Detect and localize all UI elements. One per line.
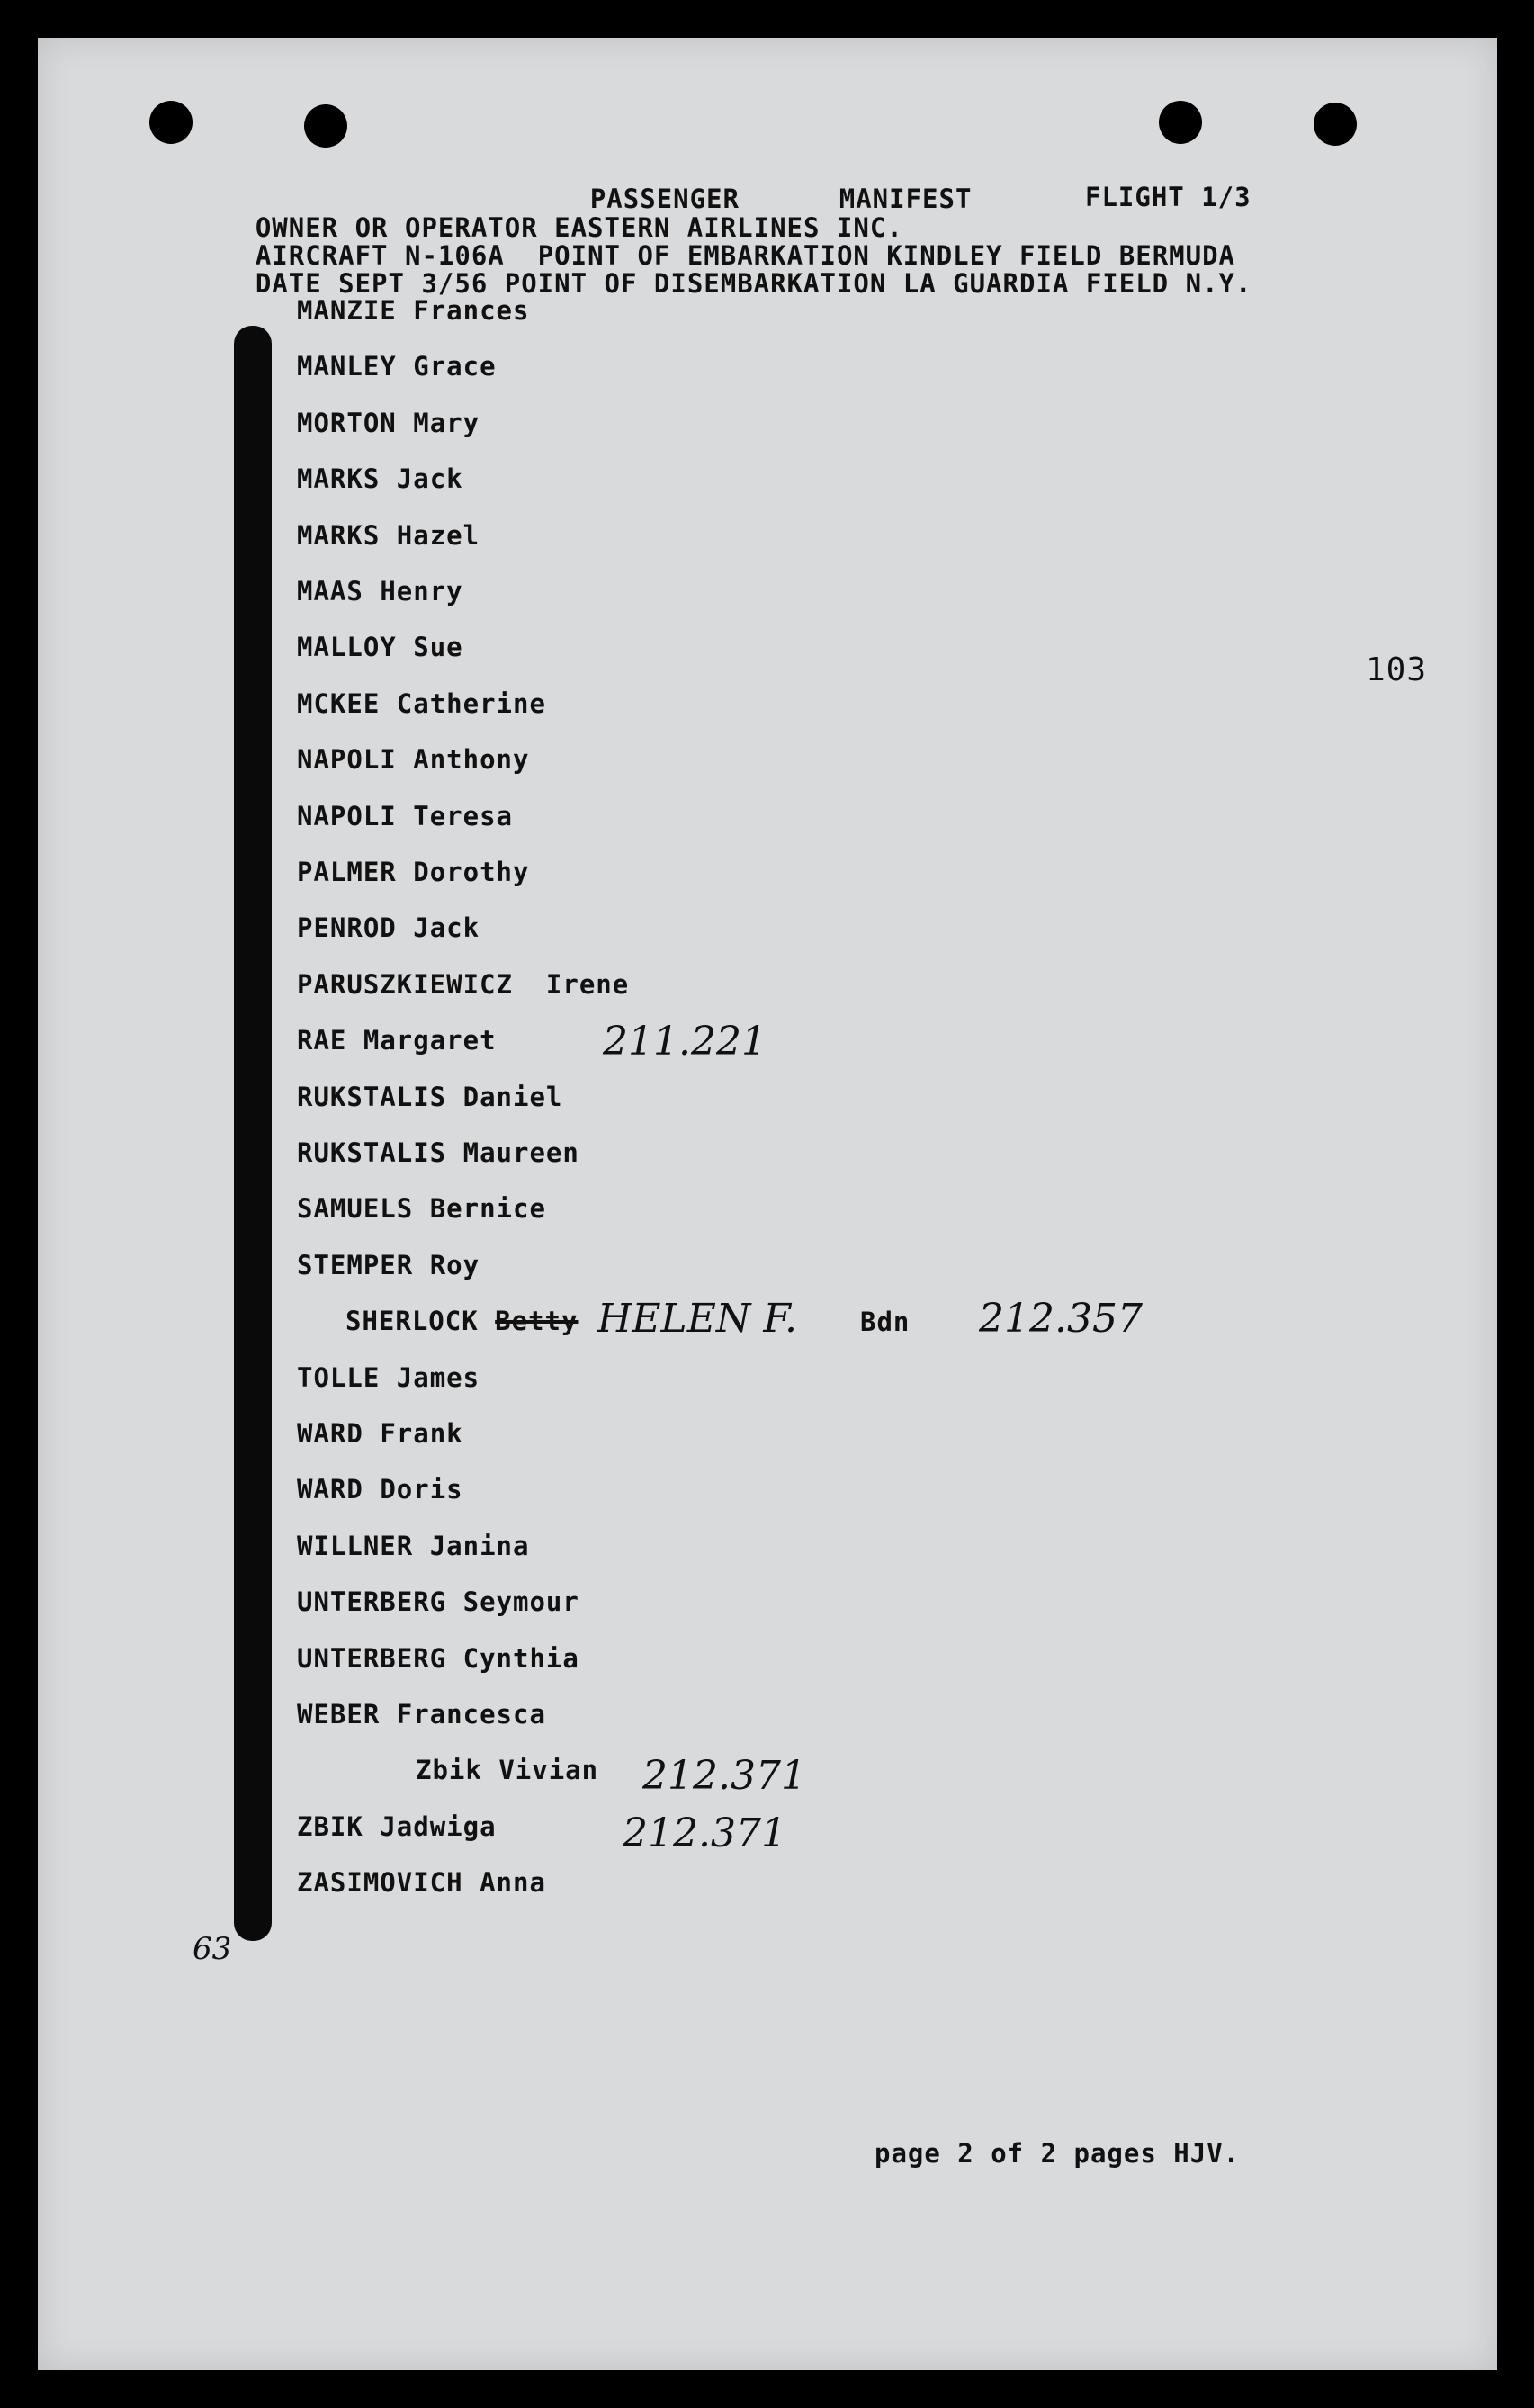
passenger-given-name: Teresa — [413, 801, 513, 831]
punch-hole — [304, 104, 347, 148]
passenger-row — [297, 1025, 497, 1056]
passenger-surname: WILLNER — [297, 1531, 414, 1561]
passenger-row — [297, 351, 497, 382]
passenger-given-name: Henry — [380, 576, 463, 606]
passenger-surname: TOLLE — [297, 1362, 381, 1393]
passenger-given-name: Roy — [429, 1250, 480, 1280]
passenger-given-name: Seymour — [462, 1586, 579, 1617]
passenger-given-name: Anna — [480, 1867, 546, 1898]
passenger-given-name: Maureen — [462, 1137, 579, 1168]
passenger-given-name: Irene — [545, 969, 630, 1000]
passenger-row — [297, 912, 480, 943]
passenger-row — [297, 1082, 562, 1112]
passenger-row — [297, 520, 480, 551]
passenger-given-name: Hazel — [396, 520, 480, 551]
passenger-row — [297, 1643, 579, 1674]
punch-hole — [1159, 101, 1202, 144]
passenger-given-name: Betty — [495, 1306, 579, 1336]
passenger-row — [297, 1699, 546, 1730]
passenger-row — [297, 857, 529, 887]
aircraft-line: AIRCRAFT N-106A POINT OF EMBARKATION KINDLEY FIELD BERMUDA — [255, 240, 1235, 271]
passenger-surname: UNTERBERG — [297, 1586, 447, 1617]
passenger-given-name: Doris — [380, 1474, 463, 1505]
passenger-row — [297, 1474, 463, 1505]
handwritten-total: 63 — [193, 1931, 232, 1967]
passenger-surname: WARD — [297, 1418, 363, 1449]
passenger-given-name: Grace — [413, 351, 497, 382]
passenger-row — [297, 688, 546, 719]
passenger-surname: MANLEY — [297, 351, 397, 382]
passenger-given-name: Cynthia — [462, 1643, 579, 1674]
passenger-surname: STEMPER — [297, 1250, 414, 1280]
passenger-given-name: Frances — [413, 295, 530, 326]
passenger-row — [297, 744, 529, 775]
passenger-surname: MARKS — [297, 463, 381, 494]
passenger-given-name: Francesca — [396, 1699, 546, 1730]
passenger-surname: PARUSZKIEWICZ — [297, 969, 513, 1000]
passenger-given-name: Frank — [380, 1418, 463, 1449]
passenger-given-name: James — [396, 1362, 480, 1393]
passenger-row — [297, 1531, 529, 1561]
passenger-surname: SHERLOCK — [345, 1306, 479, 1336]
passenger-surname: RAE — [297, 1025, 347, 1056]
passenger-surname: MCKEE — [297, 688, 381, 719]
passenger-surname: NAPOLI — [297, 801, 397, 831]
owner-line: OWNER OR OPERATOR EASTERN AIRLINES INC. — [255, 212, 903, 243]
passenger-row — [297, 1586, 579, 1617]
passenger-row — [297, 632, 463, 662]
passenger-given-name: Daniel — [462, 1082, 563, 1112]
handwritten-zbik-vivian-number: 212.371 — [642, 1753, 806, 1799]
passenger-surname: ZASIMOVICH — [297, 1867, 463, 1898]
passenger-surname: RUKSTALIS — [297, 1082, 447, 1112]
passenger-row — [297, 1137, 579, 1168]
passenger-row — [297, 1811, 497, 1842]
handwritten-rae-number: 211.221 — [603, 1019, 767, 1065]
passenger-given-name: Margaret — [363, 1025, 497, 1056]
passenger-surname: MORTON — [297, 408, 397, 438]
passenger-surname: SAMUELS — [297, 1193, 414, 1224]
passenger-row — [297, 1250, 480, 1280]
passenger-surname: WEBER — [297, 1699, 381, 1730]
handwritten-zbik-jadwiga-number: 212.371 — [623, 1810, 786, 1856]
page-number-stamp: 103 — [1366, 651, 1428, 688]
passenger-surname: PENROD — [297, 912, 397, 943]
passenger-row — [297, 1362, 480, 1393]
passenger-row — [297, 1193, 546, 1224]
passenger-surname: RUKSTALIS — [297, 1137, 447, 1168]
passenger-given-name: Anthony — [413, 744, 530, 775]
page-footer: page 2 of 2 pages HJV. — [875, 2138, 1241, 2169]
redacted-row-numbers — [234, 326, 272, 1941]
passenger-given-name: Jack — [413, 912, 480, 943]
passenger-surname: UNTERBERG — [297, 1643, 447, 1674]
passenger-row — [416, 1755, 598, 1785]
passenger-surname: MANZIE — [297, 295, 397, 326]
passenger-given-name: Vivian — [498, 1755, 599, 1785]
handwritten-sherlock-name: HELEN F. — [597, 1296, 797, 1342]
passenger-row — [345, 1306, 578, 1336]
passenger-row — [297, 801, 513, 831]
passenger-given-name: Dorothy — [413, 857, 530, 887]
passenger-row — [297, 408, 480, 438]
punch-hole — [1314, 103, 1357, 146]
flight-number: FLIGHT 1/3 — [1085, 182, 1251, 212]
passenger-given-name: Mary — [413, 408, 480, 438]
passenger-given-name: Jack — [396, 463, 463, 494]
passenger-row — [297, 576, 463, 606]
passenger-given-name: Sue — [413, 632, 463, 662]
passenger-surname: MAAS — [297, 576, 363, 606]
punch-hole — [149, 101, 193, 144]
passenger-row — [297, 1867, 546, 1898]
passenger-row — [297, 295, 529, 326]
passenger-surname: Zbik — [416, 1755, 482, 1785]
sherlock-bdn: Bdn — [860, 1307, 911, 1337]
passenger-row — [297, 1418, 463, 1449]
passenger-surname: MALLOY — [297, 632, 397, 662]
passenger-surname: MARKS — [297, 520, 381, 551]
date-line: DATE SEPT 3/56 POINT OF DISEMBARKATION LA GUARDIA FIELD N.Y. — [255, 268, 1252, 299]
handwritten-sherlock-number: 212.357 — [979, 1296, 1143, 1342]
passenger-surname: NAPOLI — [297, 744, 397, 775]
manifest-title: PASSENGER MANIFEST — [589, 184, 973, 214]
passenger-surname: WARD — [297, 1474, 363, 1505]
passenger-given-name: Catherine — [396, 688, 546, 719]
passenger-given-name: Janina — [429, 1531, 530, 1561]
passenger-surname: PALMER — [297, 857, 397, 887]
passenger-given-name: Jadwiga — [380, 1811, 497, 1842]
passenger-given-name: Bernice — [429, 1193, 546, 1224]
passenger-surname: ZBIK — [297, 1811, 363, 1842]
passenger-row — [297, 463, 463, 494]
passenger-row — [297, 969, 629, 1000]
manifest-page — [38, 38, 1497, 2370]
